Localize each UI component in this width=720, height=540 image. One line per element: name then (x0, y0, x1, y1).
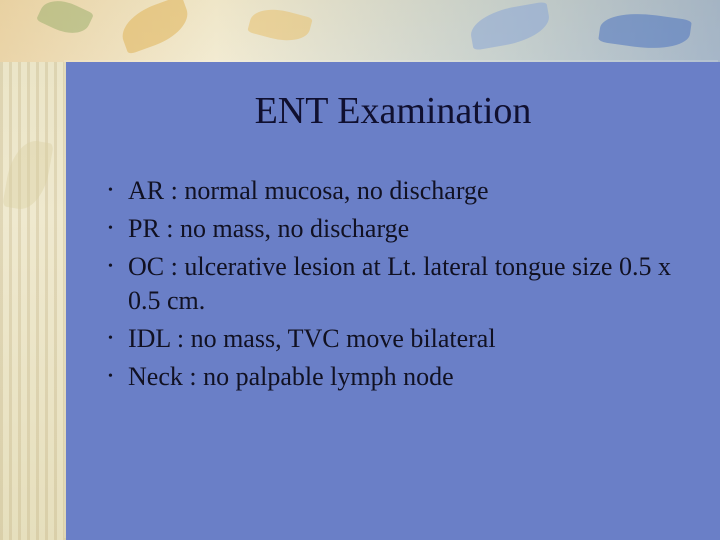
bullet-text: AR : normal mucosa, no discharge (128, 176, 489, 205)
leaf-decoration (247, 3, 313, 48)
leaf-decoration (598, 8, 692, 54)
bullet-item (108, 250, 708, 318)
bullet-item (108, 322, 708, 356)
slide-title: ENT Examination (254, 90, 532, 132)
bullet-item (108, 174, 708, 208)
bullet-icon: • (108, 221, 113, 236)
bullet-icon: • (108, 369, 113, 384)
leaf-decoration (116, 0, 195, 55)
bullet-text: PR : no mass, no discharge (128, 214, 410, 243)
bullet-icon: • (108, 183, 113, 198)
bullet-item (108, 360, 708, 394)
bullet-icon: • (108, 331, 113, 346)
bullet-icon: • (108, 259, 113, 274)
bullet-item (108, 212, 708, 246)
bullet-text: OC : ulcerative lesion at Lt. lateral tongue size 0.5 x 0.5 cm. (128, 252, 671, 315)
decorative-border-left (0, 0, 66, 540)
leaf-decoration (467, 1, 552, 50)
bullet-text: IDL : no mass, TVC move bilateral (128, 324, 496, 353)
bullet-list (108, 174, 708, 398)
decorative-border-top (0, 0, 720, 62)
bullet-text: Neck : no palpable lymph node (128, 362, 454, 391)
leaf-decoration (36, 0, 94, 41)
